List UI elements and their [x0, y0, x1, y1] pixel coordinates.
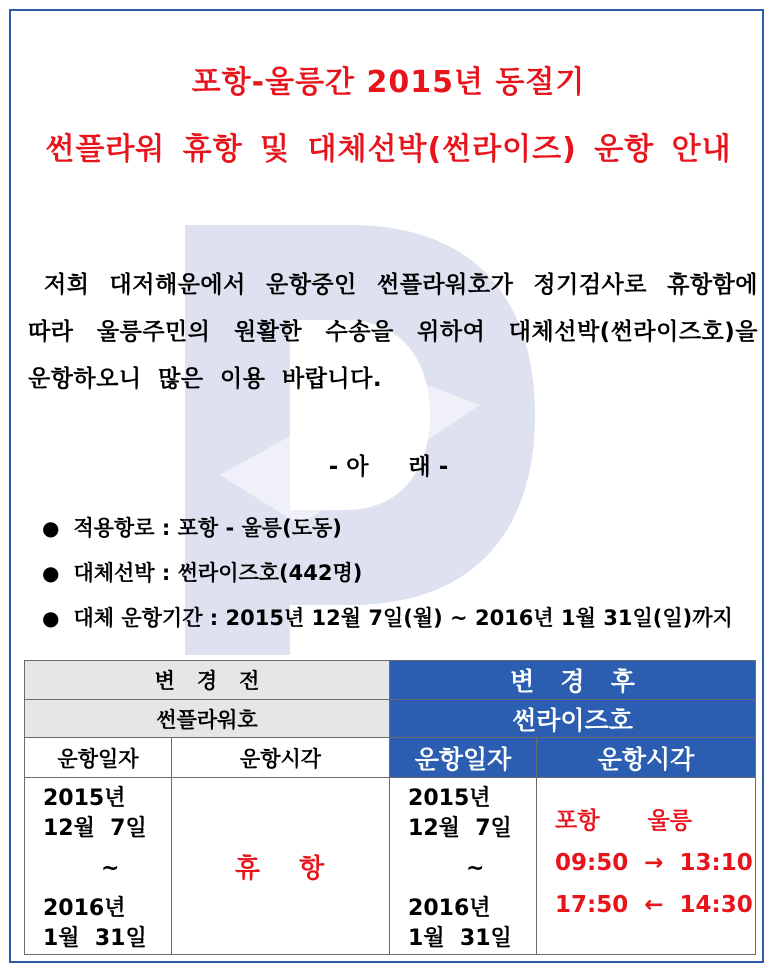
title-line-2: 썬플라워 휴항 및 대체선박(썬라이즈) 운항 안내: [45, 132, 732, 167]
col-date-before: 운항일자: [25, 738, 172, 778]
col-date-after: 운항일자: [390, 738, 537, 778]
trip-1: 09:50 → 13:10: [555, 850, 753, 876]
sub-heading: - 아 래 -: [328, 454, 449, 480]
suspended-label: 휴 항: [172, 778, 390, 955]
schedule-table: [24, 660, 756, 955]
bullet-dot-icon: ●: [42, 561, 60, 585]
title-line-1: 포항-울릉간 2015년 동절기: [191, 65, 586, 100]
list-item: ● 적용항로 : 포항 - 울릉(도동): [42, 516, 342, 540]
route-header: 포항 울릉: [555, 808, 692, 834]
bullet-dot-icon: ●: [42, 606, 60, 630]
detail-list: [42, 510, 733, 645]
list-item: ● 대체선박 : 썬라이즈호(442명): [42, 561, 363, 585]
after-change-header: 변 경 후: [390, 661, 756, 700]
bullet-dot-icon: ●: [42, 516, 60, 540]
date-range-after: 2015년 12월 7일 ~ 2016년 1월 31일: [390, 778, 537, 955]
date-range-before: 2015년 12월 7일 ~ 2016년 1월 31일: [25, 778, 172, 955]
col-time-before: 운항시각: [172, 738, 390, 778]
col-time-after: 운항시각: [537, 738, 756, 778]
departure-times: [537, 778, 756, 955]
trip-2: 17:50 ← 14:30: [555, 892, 753, 918]
notice-body: 저희 대저해운에서 운항중인 썬플라워호가 정기검사로 휴항함에 따라 울릉주민의 원활한 수송을 위하여 대체선박(썬라이즈호)을 운항하오니 많은 이용 바랍니다.: [28, 272, 758, 392]
before-change-header: 변 경 전: [25, 661, 390, 700]
before-ship-name: 썬플라워호: [25, 700, 390, 738]
after-ship-name: 썬라이즈호: [390, 700, 756, 738]
list-item: ● 대체 운항기간 : 2015년 12월 7일(월) ~ 2016년 1월 31일(일)까지: [42, 606, 733, 630]
